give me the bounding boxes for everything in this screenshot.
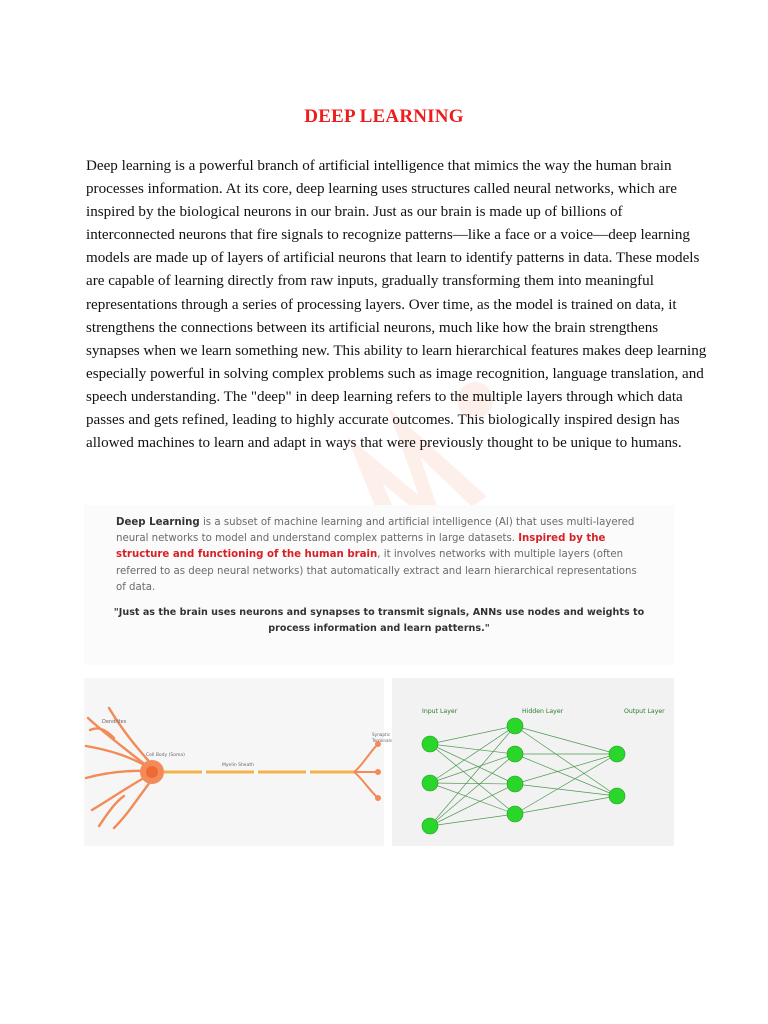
hidden-node (507, 718, 523, 734)
paragraph-line: synapses when we learn something new. This ability to learn hierarchical features makes deep learning (86, 342, 707, 359)
paragraph-line: representations through a series of processing layers. Over time, as the model is trained on data, it (86, 296, 677, 313)
definition-lead: Deep Learning (116, 517, 200, 528)
paragraph-line: passes and gets refined, leading to highly accurate outcomes. This biologically inspired design has (86, 412, 680, 429)
label-input-layer: Input Layer (422, 708, 458, 715)
intro-paragraph (86, 155, 707, 455)
synaptic-terminal (375, 795, 381, 801)
paragraph-line: especially powerful in solving complex problems such as image recognition, language translation, and (86, 365, 704, 382)
definition-highlight: Inspired by the structure and functioning of the human brain (116, 533, 606, 561)
connection-weight (430, 783, 515, 784)
connection-weight (430, 783, 515, 814)
label-myelin: Myelin Sheath (222, 763, 254, 768)
connection-weight (515, 754, 617, 784)
hidden-node (507, 746, 523, 762)
connection-weight (430, 744, 515, 784)
label-cell-body: Cell Body (Soma) (146, 753, 185, 758)
input-node (422, 818, 438, 834)
neural-network-diagram (392, 678, 674, 846)
definition-part1: is a subset of machine learning and artificial intelligence (AI) that uses multi-layered neural networks to model and understand complex patterns in large datasets. (116, 517, 635, 545)
definition-part2: , it involves networks with multiple layers (often referred to as deep neural networks) that automatically extract and learn hierarchical representations of data. (116, 549, 637, 593)
synaptic-terminal (375, 769, 381, 775)
connection-weight (515, 726, 617, 754)
paragraph-line: strengthens the connections between its artificial neurons, much like how the brain strengthens (86, 319, 659, 336)
label-hidden-layer: Hidden Layer (522, 708, 564, 715)
paragraph-line: speech understanding. The "deep" in deep learning refers to the multiple layers through which data (86, 388, 683, 405)
neuron-diagram (84, 678, 392, 846)
paragraph-line: models are made up of layers of artificial neurons that learn to identify patterns in data. These models (86, 250, 700, 267)
output-node (609, 788, 625, 804)
paragraph-line: processes information. At its core, deep learning uses structures called neural networks, which are (86, 181, 677, 198)
paragraph-line: Deep learning is a powerful branch of artificial intelligence that mimics the way the human brain (86, 158, 672, 174)
label-output-layer: Output Layer (624, 708, 665, 715)
output-node (609, 746, 625, 762)
label-synaptic: Synaptic (372, 732, 391, 737)
paragraph-line: interconnected neurons that fire signals to recognize patterns—like a face or a voice—deep learning (86, 227, 690, 244)
hidden-node (507, 776, 523, 792)
hidden-node (507, 806, 523, 822)
input-node (422, 736, 438, 752)
label-dendrites: Dendrites (102, 719, 127, 725)
definition-panel (84, 505, 674, 665)
paragraph-line: allowed machines to learn and adapt in ways that were previously thought to be unique to humans. (86, 435, 682, 452)
analogy-quote: "Just as the brain uses neurons and synapses to transmit signals, ANNs use nodes and weights to process information and learn patterns." (113, 607, 645, 634)
connection-weight (430, 744, 515, 754)
deep-learning-figure (84, 505, 674, 845)
label-terminals: Terminals (372, 738, 392, 743)
page-title: DEEP LEARNING (304, 106, 464, 127)
paragraph-line: are capable of learning directly from raw inputs, gradually transforming them into meaningful (86, 273, 654, 290)
paragraph-line: inspired by the biological neurons in our brain. Just as our brain is made up of billions of (86, 204, 623, 221)
input-node (422, 775, 438, 791)
definition-text (116, 515, 646, 596)
